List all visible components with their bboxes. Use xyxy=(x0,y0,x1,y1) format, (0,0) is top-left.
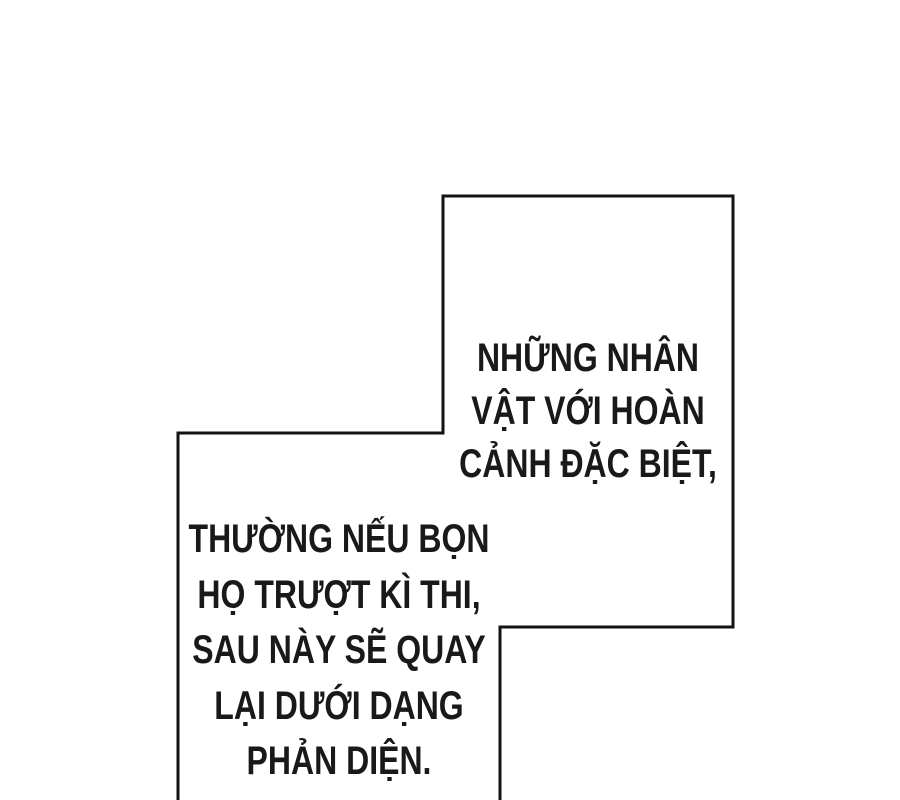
dialogue-line: VẬT VỚI HOÀN xyxy=(471,389,705,433)
speech-bubble-right-text xyxy=(459,196,717,627)
dialogue-line: SAU NÀY SẼ QUAY xyxy=(192,628,486,672)
dialogue-line: THƯỜNG NẾU BỌN xyxy=(188,517,490,561)
dialogue-line: PHẢN DIỆN. xyxy=(246,739,432,783)
speech-bubble-left-text xyxy=(188,512,490,790)
dialogue-line: LẠI DƯỚI DẠNG xyxy=(214,683,464,728)
dialogue-line: CẢNH ĐẶC BIỆT, xyxy=(459,442,717,486)
dialogue-line: NHỮNG NHÂN xyxy=(476,336,700,380)
dialogue-line: HỌ TRƯỢT KÌ THI, xyxy=(197,572,481,617)
